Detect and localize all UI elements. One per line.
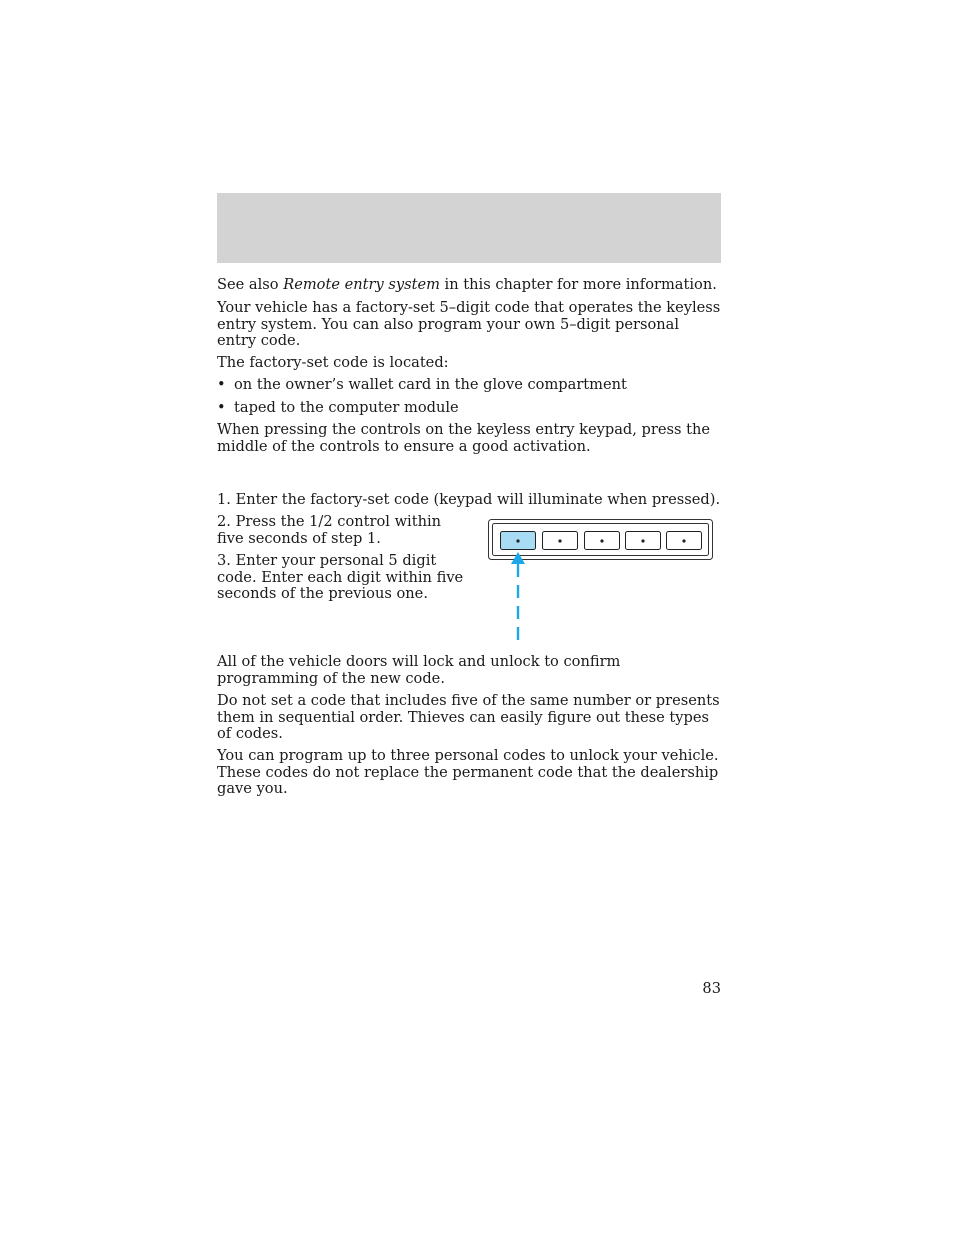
bullet-glyph: • (217, 399, 226, 416)
keypad-illustration (486, 516, 716, 642)
arrow-up-icon (511, 552, 525, 640)
keypad-key-1-2 (501, 532, 536, 550)
code-location-paragraph: The factory-set code is located: (217, 354, 449, 371)
keypad-key-5 (667, 532, 702, 550)
see-also-paragraph: See also Remote entry system in this chapter for more information. (217, 276, 717, 293)
key-dot-icon (516, 539, 519, 542)
keypad-key-4 (626, 532, 661, 550)
step-2: 2. Press the 1/2 control within five seconds of step 1. (217, 513, 442, 547)
personal-codes-paragraph: You can program up to three personal codes to unlock your vehicle. These codes do not replace the permanent code that the dealership gave you. (217, 747, 719, 798)
see-also-reference: Remote entry system (283, 276, 440, 293)
page-number: 83 (702, 980, 721, 997)
key-dot-icon (682, 539, 685, 542)
do-not-paragraph: Do not set a code that includes five of the same number or presents them in sequential order. Thieves can easily figure out these types of codes. (217, 692, 720, 743)
step-1: 1. Enter the factory-set code (keypad will illuminate when pressed). (217, 491, 721, 508)
pressing-paragraph: When pressing the controls on the keyless entry keypad, press the middle of the controls to ensure a good activation. (217, 421, 711, 455)
key-dot-icon (641, 539, 644, 542)
keypad-key-2 (543, 532, 578, 550)
factory-code-paragraph: Your vehicle has a factory-set 5–digit code that operates the keyless entry system. You can also program your own 5–digit personal entry code. (217, 299, 721, 350)
confirm-paragraph: All of the vehicle doors will lock and unlock to confirm programming of the new code. (217, 653, 621, 687)
key-dot-icon (558, 539, 561, 542)
key-dot-icon (600, 539, 603, 542)
bullet-glyph: • (217, 376, 226, 393)
step-3: 3. Enter your personal 5 digit code. Enter each digit within five seconds of the previous one. (217, 552, 464, 603)
section-header-band (217, 193, 721, 263)
keypad-key-3 (585, 532, 620, 550)
